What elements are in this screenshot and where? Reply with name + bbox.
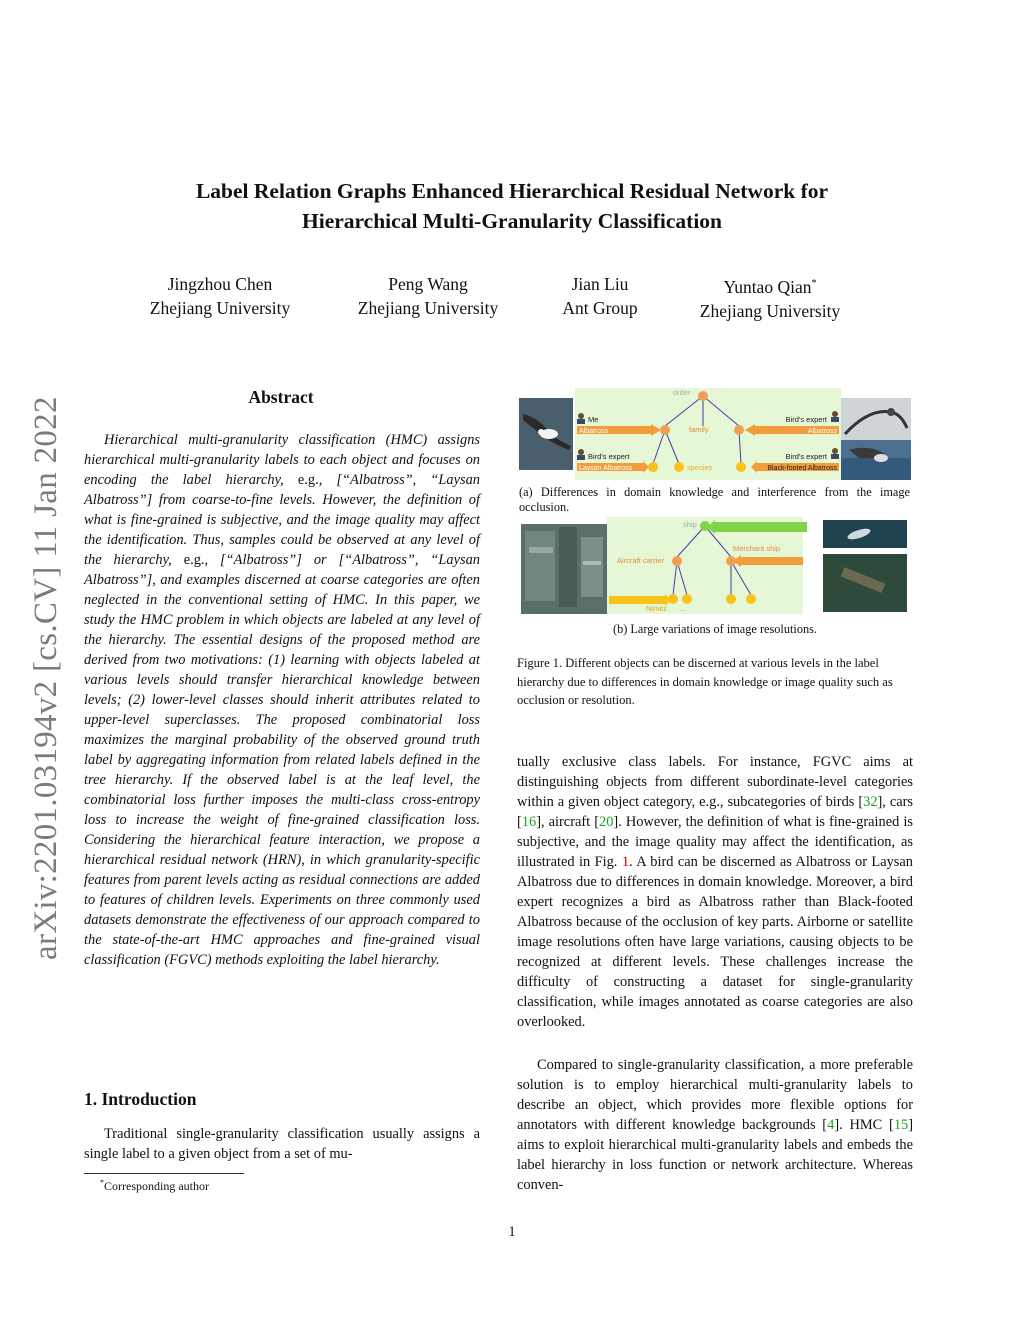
label-aircraft-carrier: Aircraft carrier xyxy=(617,556,665,565)
ship-photo-bottom xyxy=(823,554,907,612)
node-order xyxy=(698,391,708,401)
figure-1a xyxy=(519,388,911,480)
author-4: Yuntao Qian* Zhejiang University xyxy=(699,276,841,321)
label-nimitz: Nimitz xyxy=(646,604,667,613)
citation-15[interactable]: 15 xyxy=(893,1117,909,1133)
figure-1b-caption: (b) Large variations of image resolutions. xyxy=(613,622,817,636)
figure-1a-caption: (a) Differences in domain knowledge and interference from the image occlusion. xyxy=(519,485,910,514)
citation-16[interactable]: 16 xyxy=(521,814,537,830)
label-expert2-albatross: Albatross xyxy=(807,428,837,435)
label-family: family xyxy=(689,425,709,434)
footnote: *Corresponding author xyxy=(100,1178,209,1193)
node-ship xyxy=(700,521,710,531)
citation-4[interactable]: 4 xyxy=(827,1117,835,1133)
label-species: species xyxy=(687,463,713,472)
label-me-albatross: Albatross xyxy=(579,428,609,435)
label-expert-2: Bird's expert xyxy=(785,415,827,424)
citation-20[interactable]: 20 xyxy=(599,814,614,830)
figure-1-caption: Figure 1. Different objects can be discerned at various levels in the label hierarchy due to differences in domain knowledge or image quality such as occlusion or resolution. xyxy=(517,656,893,707)
node-more xyxy=(682,594,692,604)
page-number: 1 xyxy=(508,1224,516,1240)
ship-photo-top xyxy=(823,520,907,548)
paper-title xyxy=(0,176,1024,236)
aerial-photo-port xyxy=(521,524,607,614)
title-line-2: Hierarchical Multi-Granularity Classification xyxy=(302,209,722,233)
figure-reference[interactable]: 1 xyxy=(621,854,630,870)
author-3: Jian Liu Ant Group xyxy=(562,274,638,318)
node-carrier xyxy=(672,556,682,566)
footnote-divider xyxy=(84,1173,244,1174)
arxiv-identifier: arXiv:2201.03194v2 [cs.CV] 11 Jan 2022 xyxy=(28,396,64,960)
albatross-photo-left xyxy=(519,398,573,470)
abstract-heading: Abstract xyxy=(248,387,314,407)
node-family-2 xyxy=(734,425,744,435)
author-1: Jingzhou Chen Zhejiang University xyxy=(149,274,291,318)
corresponding-mark: * xyxy=(811,278,817,289)
intro-paragraph: Traditional single-granularity classification usually assigns a single label to a given object from a set of mu- xyxy=(84,1126,480,1162)
right-paragraph-2: Compared to single-granularity classification, a more preferable solution is to employ hierarchical multi-granularity labels to describe an object, which provides more flexible options for annotators with different knowledge backgrounds [4]. HMC [15] aims to exploit hierarchical multi-granularity labels and embeds the label hierarchy in loss function or network architecture. Whereas conven- xyxy=(517,1057,913,1193)
label-ship: ship xyxy=(683,520,697,529)
label-order: order xyxy=(673,388,691,397)
label-expert-3: Bird's expert xyxy=(785,452,827,461)
node-species-2 xyxy=(674,462,684,472)
figure-1b xyxy=(519,517,911,614)
title-line-1: Label Relation Graphs Enhanced Hierarchical Residual Network for xyxy=(195,179,829,203)
merchant-label-bar xyxy=(741,557,803,565)
ship-label-bar xyxy=(715,522,807,532)
node-merchant xyxy=(726,556,736,566)
node-nimitz xyxy=(668,594,678,604)
citation-32[interactable]: 32 xyxy=(863,794,878,810)
label-expert-1: Bird's expert xyxy=(588,452,630,461)
node-merchant-child-2 xyxy=(746,594,756,604)
abstract-body: Hierarchical multi-granularity classification (HMC) assigns hierarchical multi-granularity labels to each object and focuses on encoding the label hierarchy, e.g., [“Albatross”, “Laysan Albatross”] from coarse-to-fine levels. However, the definition of what is fine-grained is subjective, and the image quality may affect the identification. Thus, samples could be observed at any level of the hierarchy, e.g., [“Albatross”] or [“Albatross”, “Laysan Albatross”], and examples discerned at coarse categories are often neglected in the conventional setting of HMC. In this paper, we study the HMC problem in which objects are labeled at any level of the hierarchy. The essential designs of the proposed method are derived from two motivations: (1) learning with objects labeled at various levels should transfer hierarchical knowledge between levels; (2) lower-level classes should inherit attributes related to upper-level superclasses. The proposed combinatorial loss maximizes the marginal probability of the observed ground truth label by aggregating information from related labels defined in the tree hierarchy. If the observed label is at the leaf level, the combinatorial loss further imposes the multi-class cross-entropy loss to increase the weight of fine-grained classification loss. Considering the hierarchical feature interaction, we propose a hierarchical residual network (HRN), in which granularity-specific features from parent levels acting as residual connections are added to features of children levels. Experiments on three commonly used datasets demonstrate the effectiveness of our approach compared to the state-of-the-art HMC approaches and fine-grained visual classification (FGVC) methods exploiting the label hierarchy. xyxy=(84,432,480,968)
author-2: Peng Wang Zhejiang University xyxy=(357,274,499,318)
nimitz-label-bar xyxy=(609,596,665,604)
label-me: Me xyxy=(588,415,599,424)
label-laysan: Laysan Albatross xyxy=(579,465,633,472)
albatross-photo-right-top xyxy=(841,398,911,440)
node-species-1 xyxy=(648,462,658,472)
label-merchant-ship: Merchant ship xyxy=(733,544,781,553)
label-black-footed: Black-footed Albatross xyxy=(767,465,837,472)
label-more: ... xyxy=(679,604,686,613)
node-family-1 xyxy=(660,425,670,435)
section-heading-introduction: 1. Introduction xyxy=(84,1089,197,1109)
node-merchant-child-1 xyxy=(726,594,736,604)
node-species-3 xyxy=(736,462,746,472)
albatross-photo-right-bottom xyxy=(841,440,911,480)
right-paragraph-1: tually exclusive class labels. For instance, FGVC aims at distinguishing objects from different subordinate-level categories within a given object category, e.g., subcategories of birds [32], cars [16], aircraft [20]. However, the definition of what is fine-grained is subjective, and the image quality may affect the identification, as illustrated in Fig. 1. A bird can be discerned as Albatross or Laysan Albatross due to differences in domain knowledge. Moreover, a bird expert recognizes a bird as Albatross rather than Black-footed Albatross because of the occlusion of key parts. Airborne or satellite image resolutions often have large variations, causing objects to be recognized at different levels. These challenges increase the difficulty of constructing a dataset for single-granularity classification, while images annotated as coarse categories are also overlooked. xyxy=(517,754,914,1030)
